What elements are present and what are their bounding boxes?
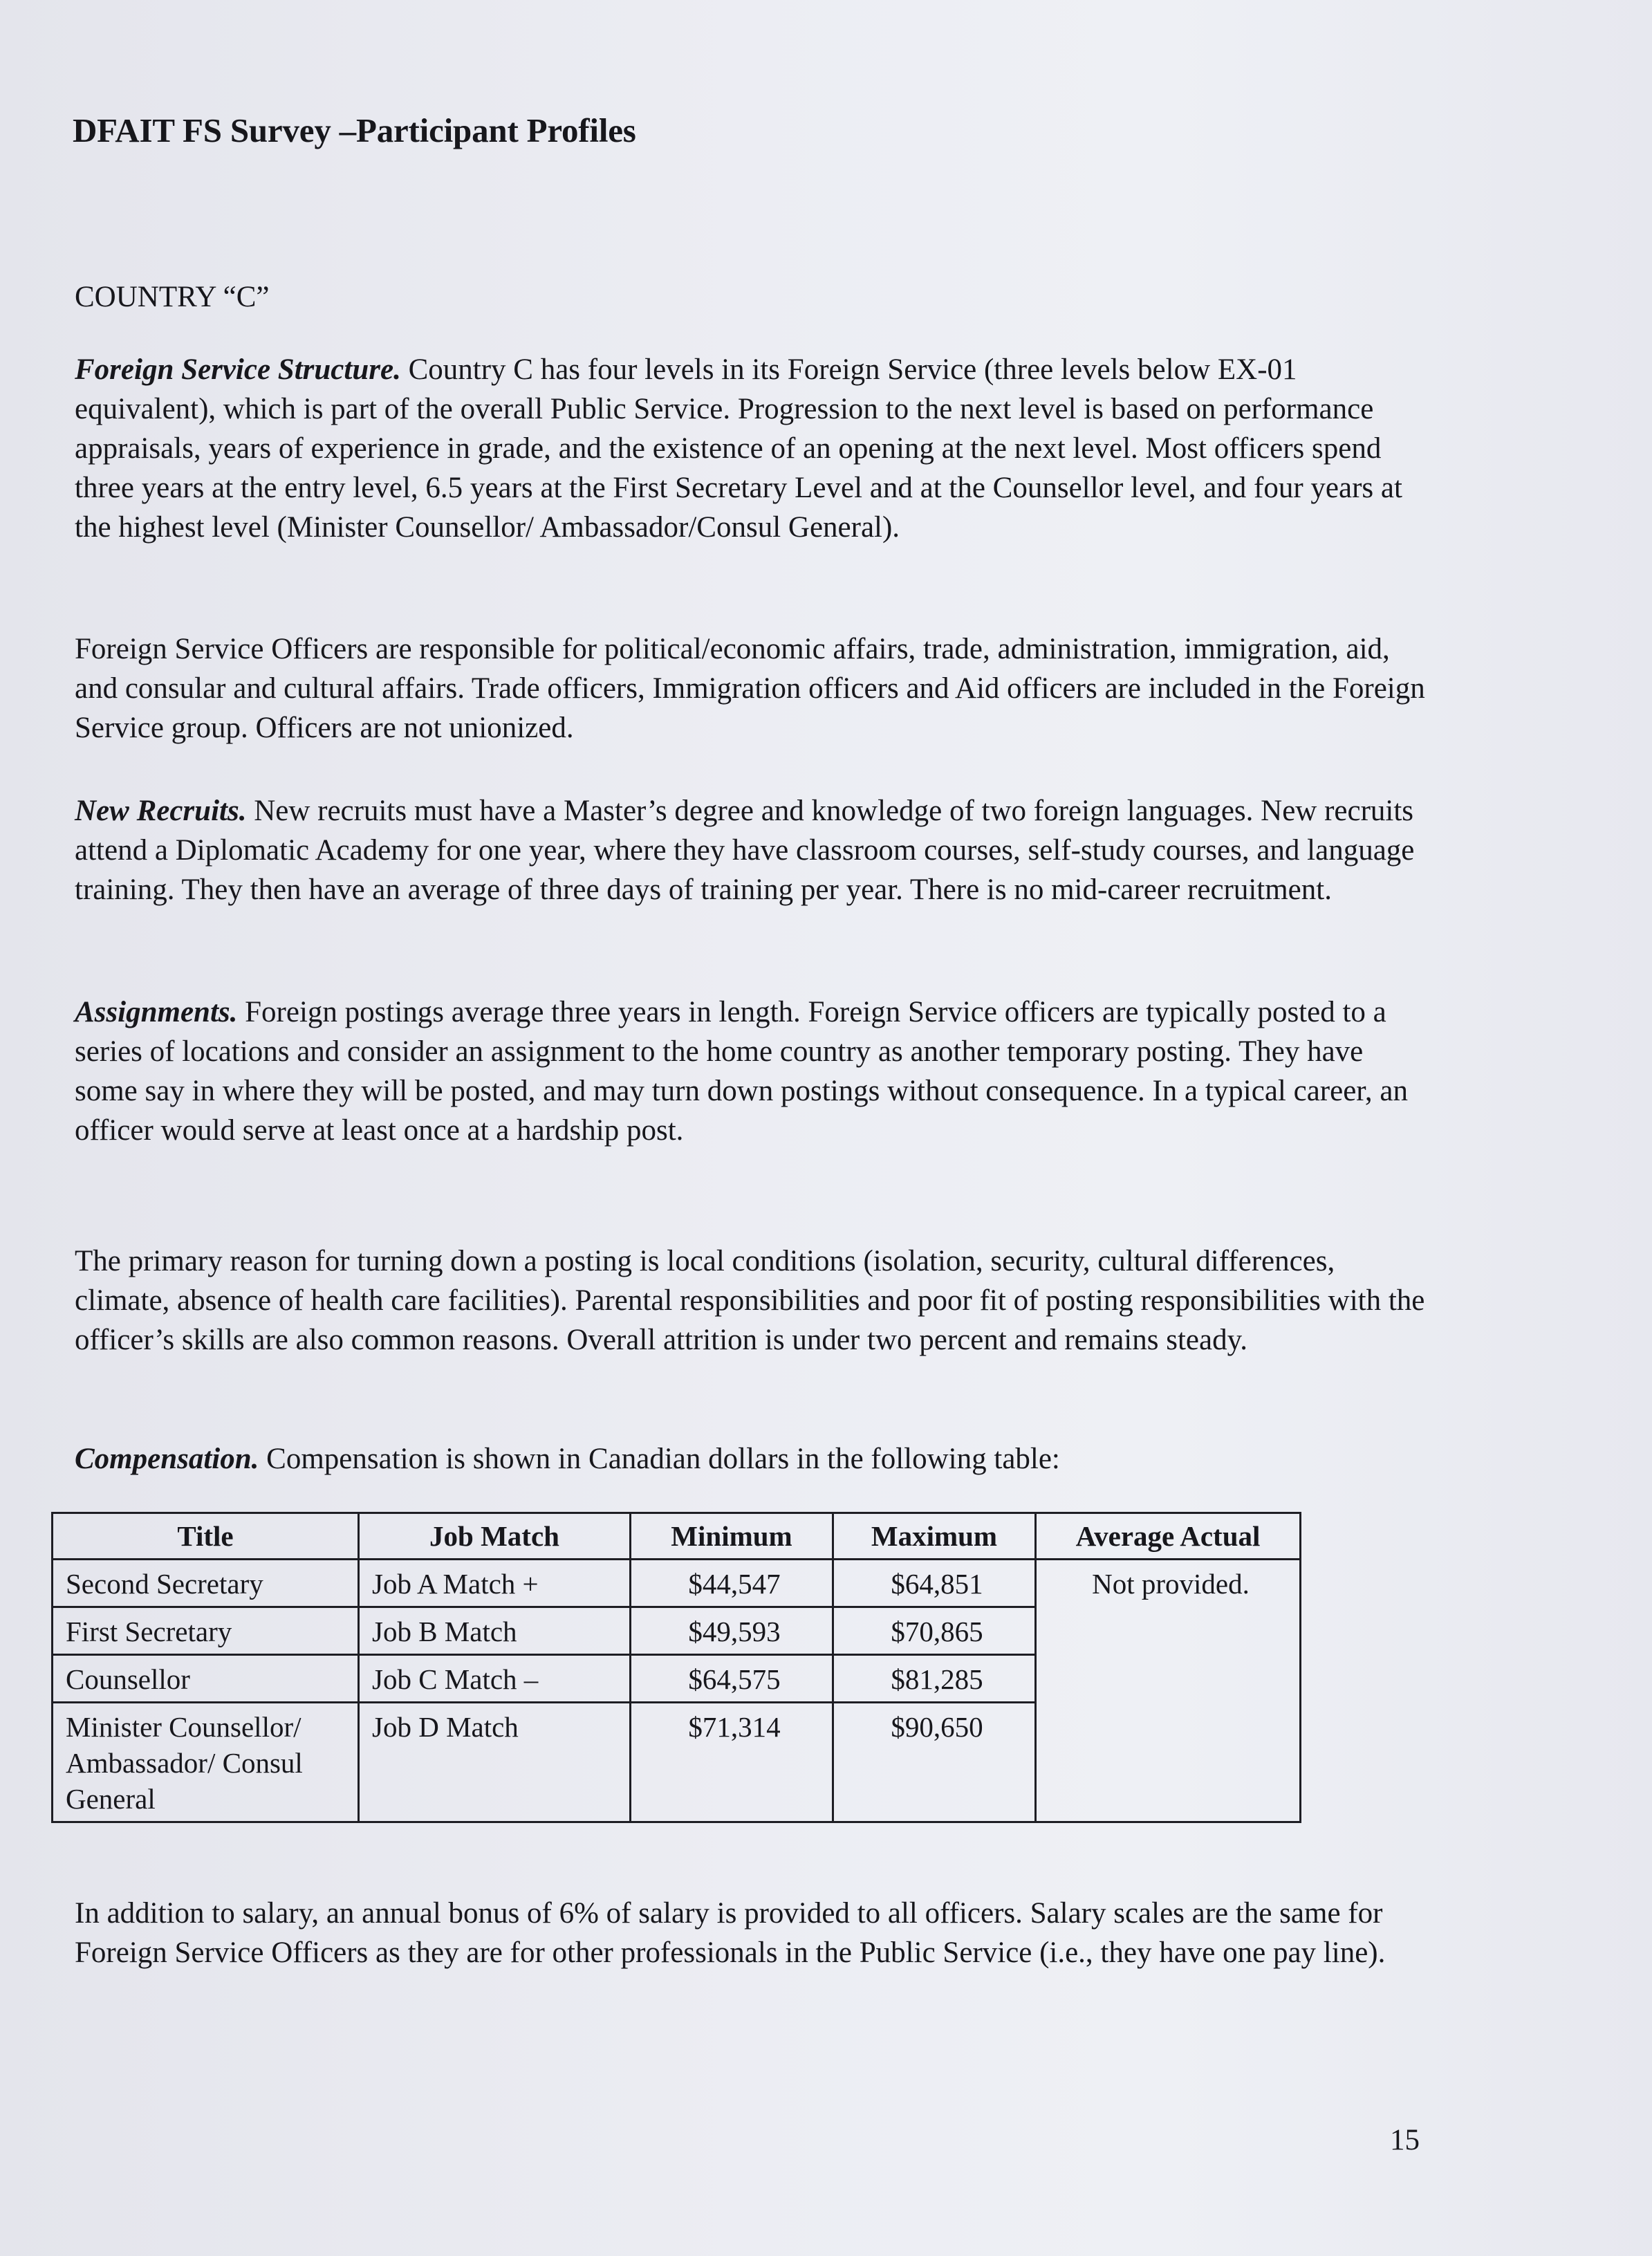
cell-maximum: $70,865 <box>833 1607 1036 1655</box>
cell-title: First Secretary <box>53 1607 359 1655</box>
cell-maximum: $90,650 <box>833 1703 1036 1822</box>
assignments-heading: Assignments. <box>75 996 238 1028</box>
cell-job-match: Job D Match <box>359 1703 631 1822</box>
page-header: DFAIT FS Survey –Participant Profiles <box>73 111 636 149</box>
officers-paragraph: Foreign Service Officers are responsible for political/economic affairs, trade, administration, immigration, aid, and consular and cultural affairs. Trade officers, Immigration officers and Aid officers are included in the Foreign Service group. Officers are not unionized. <box>75 633 1425 744</box>
compensation-paragraph <box>75 1439 1430 1479</box>
cell-job-match: Job C Match – <box>359 1655 631 1703</box>
recruits-text: New recruits must have a Master’s degree and knowledge of two foreign languages. New recruits attend a Diplomatic Academy for one year, where they have classroom courses, self-study courses, and language training. They then have an average of three days of training per year. There is no mid-career recruitment. <box>75 795 1415 906</box>
cell-minimum: $64,575 <box>631 1655 833 1703</box>
cell-average-actual: Not provided. <box>1036 1560 1301 1822</box>
country-title: COUNTRY “C” <box>75 281 270 313</box>
compensation-table <box>51 1512 1301 1823</box>
column-header-minimum: Minimum <box>631 1513 833 1560</box>
cell-title: Second Secretary <box>53 1560 359 1607</box>
assignments-paragraph <box>75 992 1430 1150</box>
compensation-text: Compensation is shown in Canadian dollars in the following table: <box>259 1443 1060 1475</box>
cell-job-match: Job A Match + <box>359 1560 631 1607</box>
structure-text: Country C has four levels in its Foreign Service (three levels below EX-01 equivalent), which is part of the overall Public Service. Progression to the next level is based on performance appraisals, years of experience in grade, and the existence of an opening at the next level. Most officers spend three years at the entry level, 6.5 years at the First Secretary Level and at the Counsellor level, and four years at the highest level (Minister Counsellor/ Ambassador/Consul General). <box>75 353 1402 544</box>
cell-minimum: $71,314 <box>631 1703 833 1822</box>
cell-title: Minister Counsellor/ Ambassador/ Consul General <box>53 1703 359 1822</box>
recruits-paragraph <box>75 791 1430 909</box>
table-header-row <box>53 1513 1301 1560</box>
column-header-title: Title <box>53 1513 359 1560</box>
structure-heading: Foreign Service Structure. <box>75 353 401 386</box>
turndown-paragraph: The primary reason for turning down a posting is local conditions (isolation, security, cultural differences, climate, absence of health care facilities). Parental responsibilities and poor fit of posting responsibilities with the officer’s skills are also common reasons. Overall attrition is under two percent and remains steady. <box>75 1245 1425 1356</box>
table-row <box>53 1560 1301 1607</box>
structure-paragraph <box>75 350 1430 547</box>
page-number: 15 <box>1390 2124 1420 2156</box>
cell-maximum: $64,851 <box>833 1560 1036 1607</box>
compensation-heading: Compensation. <box>75 1443 259 1475</box>
cell-minimum: $44,547 <box>631 1560 833 1607</box>
cell-maximum: $81,285 <box>833 1655 1036 1703</box>
recruits-heading: New Recruits. <box>75 795 247 827</box>
column-header-job-match: Job Match <box>359 1513 631 1560</box>
bonus-paragraph: In addition to salary, an annual bonus of 6% of salary is provided to all officers. Salary scales are the same for Foreign Service Officers as they are for other professionals in the Public Service (i.e., they have one pay line). <box>75 1897 1386 1969</box>
column-header-maximum: Maximum <box>833 1513 1036 1560</box>
cell-minimum: $49,593 <box>631 1607 833 1655</box>
cell-job-match: Job B Match <box>359 1607 631 1655</box>
cell-title: Counsellor <box>53 1655 359 1703</box>
assignments-text: Foreign postings average three years in length. Foreign Service officers are typically posted to a series of locations and consider an assignment to the home country as another temporary posting. They have some say in where they will be posted, and may turn down postings without consequence. In a typical career, an officer would serve at least once at a hardship post. <box>75 996 1408 1147</box>
column-header-average-actual: Average Actual <box>1036 1513 1301 1560</box>
